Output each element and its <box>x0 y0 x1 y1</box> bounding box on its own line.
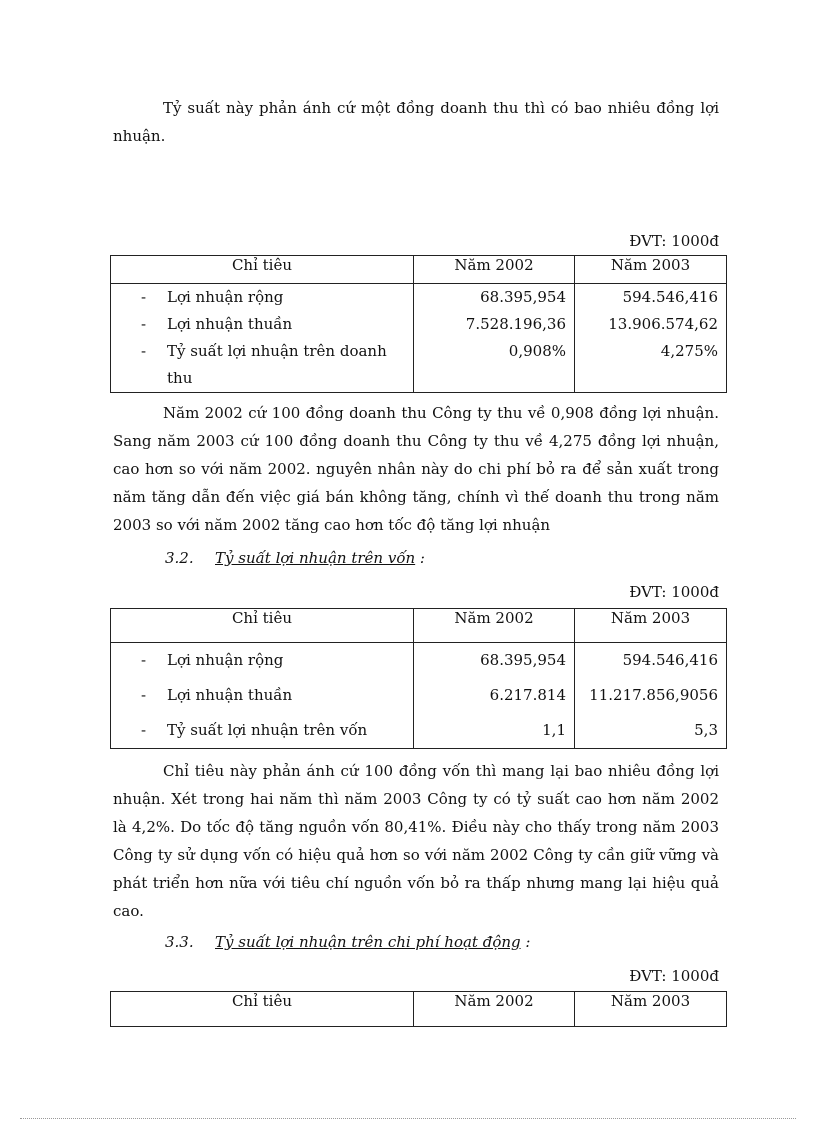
table-row-label: - Lợi nhuận rộng <box>141 651 284 669</box>
col-header-2003: Năm 2003 <box>575 609 727 643</box>
profit-on-capital-table <box>110 608 727 749</box>
values-2003-cell <box>575 643 727 749</box>
values-2002-cell <box>414 284 575 393</box>
col-header-2003: Năm 2003 <box>575 992 727 1027</box>
value-2003: 13.906.574,62 <box>608 315 718 333</box>
col-header-2002: Năm 2002 <box>414 256 575 284</box>
table-row-label: - Lợi nhuận thuần <box>141 686 293 704</box>
indicator-cell <box>111 643 414 749</box>
table-body-row <box>111 284 727 393</box>
value-2002: 0,908% <box>508 342 566 360</box>
value-2002: 1,1 <box>542 721 566 739</box>
table-body-row <box>111 643 727 749</box>
profit-on-operating-cost-table <box>110 991 727 1027</box>
value-2002: 68.395,954 <box>480 651 566 669</box>
analysis-paragraph-1: Năm 2002 cứ 100 đồng doanh thu Công ty thu về 0,908 đồng lợi nhuận. Sang năm 2003 cứ 100 đồng doanh thu Công ty thu về 4,275 đồng lợi nhuận, cao hơn so với năm 2002. nguyên nhân này do chi phí bỏ ra để sản xuất trong năm tăng dẫn đến việc giá bán không tăng, chính vì thế doanh thu trong năm 2003 so với năm 2002 tăng cao hơn tốc độ tăng lợi nhuận <box>113 404 719 534</box>
value-2002: 6.217.814 <box>489 686 566 704</box>
col-header-2002: Năm 2002 <box>414 609 575 643</box>
table-header-row <box>111 609 727 643</box>
unit-label-3: ĐVT: 1000đ <box>629 967 719 985</box>
value-2002: 7.528.196,36 <box>465 315 566 333</box>
table-row-label: - Tỷ suất lợi nhuận trên vốn <box>141 721 368 739</box>
section-heading-3-3: 3.3. Tỷ suất lợi nhuận trên chi phí hoạt động : <box>165 933 531 951</box>
value-2002: 68.395,954 <box>480 288 566 306</box>
analysis-paragraph-2: Chỉ tiêu này phản ánh cứ 100 đồng vốn thì mang lại bao nhiêu đồng lợi nhuận. Xét trong hai năm thì năm 2003 Công ty có tỷ suất cao hơn năm 2002 là 4,2%. Do tốc độ tăng nguồn vốn 80,41%. Điều này cho thấy trong năm 2003 Công ty sử dụng vốn có hiệu quả hơn so với năm 2002 Công ty cần giữ vững và phát triển hơn nữa với tiêu chí nguồn vốn bỏ ra thấp nhưng mang lại hiệu quả cao. <box>113 762 719 920</box>
table-row-label: - Tỷ suất lợi nhuận trên doanh <box>141 342 387 360</box>
col-header-2002: Năm 2002 <box>414 992 575 1027</box>
col-header-indicator: Chỉ tiêu <box>111 992 414 1027</box>
intro-paragraph: Tỷ suất này phản ánh cứ một đồng doanh thu thì có bao nhiêu đồng lợi nhuận. <box>113 99 719 145</box>
profit-on-revenue-table <box>110 255 727 393</box>
table-row-label-continued: thu <box>167 369 193 387</box>
page-bottom-divider <box>20 1118 796 1119</box>
unit-label-2: ĐVT: 1000đ <box>629 583 719 601</box>
table-header-row <box>111 256 727 284</box>
table-header-row <box>111 992 727 1027</box>
value-2003: 5,3 <box>694 721 718 739</box>
col-header-indicator: Chỉ tiêu <box>111 256 414 284</box>
values-2003-cell <box>575 284 727 393</box>
unit-label-1: ĐVT: 1000đ <box>629 232 719 250</box>
table-row-label: - Lợi nhuận thuần <box>141 315 293 333</box>
table-row-label: - Lợi nhuận rộng <box>141 288 284 306</box>
values-2002-cell <box>414 643 575 749</box>
indicator-cell <box>111 284 414 393</box>
value-2003: 594.546,416 <box>622 288 718 306</box>
col-header-indicator: Chỉ tiêu <box>111 609 414 643</box>
value-2003: 4,275% <box>660 342 718 360</box>
value-2003: 594.546,416 <box>622 651 718 669</box>
value-2003: 11.217.856,9056 <box>589 686 718 704</box>
col-header-2003: Năm 2003 <box>575 256 727 284</box>
section-heading-3-2: 3.2. Tỷ suất lợi nhuận trên vốn : <box>165 549 425 567</box>
